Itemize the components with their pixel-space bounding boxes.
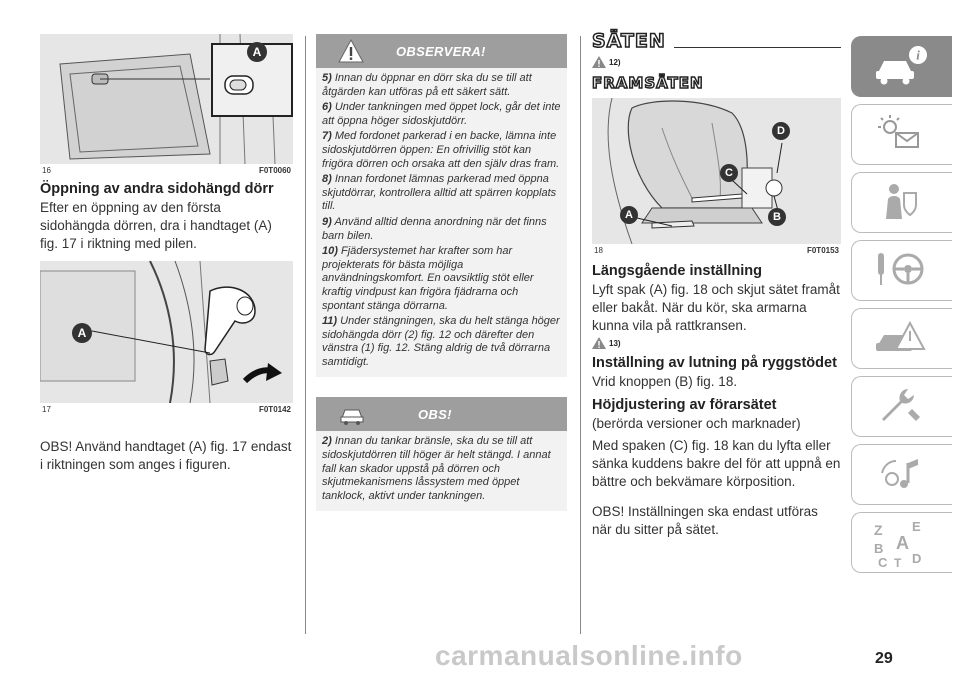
warning-small-icon bbox=[592, 337, 606, 349]
warning-item bbox=[322, 101, 561, 128]
warning-item-number: 5) bbox=[322, 72, 332, 84]
section-subtitle: (berörda versioner och marknader) bbox=[592, 416, 801, 431]
callout-a: A bbox=[620, 206, 638, 224]
svg-text:i: i bbox=[916, 47, 920, 63]
figure-number: 17 bbox=[42, 405, 51, 414]
figure-17-caption bbox=[40, 403, 293, 414]
index-letter: E bbox=[912, 519, 921, 534]
key-steering-icon bbox=[872, 247, 932, 293]
caution-list bbox=[316, 431, 567, 511]
section-title: Höjdjustering av förarsätet bbox=[592, 397, 777, 413]
column-divider bbox=[305, 36, 306, 634]
figure-code: F0T0153 bbox=[806, 246, 839, 255]
safety-icon bbox=[872, 179, 932, 225]
warning-item bbox=[322, 315, 561, 369]
warning-item-number: 7) bbox=[322, 130, 332, 143]
figure-18 bbox=[592, 98, 841, 244]
section-body: Med spaken (C) fig. 18 kan du lyfta eller sänka kuddens bakre del för att uppnå en bättre och bekvämare körposition. bbox=[592, 438, 841, 489]
ref-note bbox=[592, 337, 841, 349]
section-title: Längsgående inställning bbox=[592, 263, 762, 279]
tab-car-info[interactable] bbox=[851, 36, 952, 97]
section-title: Öppning av andra sidohängd dörr bbox=[40, 181, 274, 197]
figure-17 bbox=[40, 261, 293, 403]
section-body: Lyft spak (A) fig. 18 och skjut sätet framåt eller bakåt. När du kör, ska armarna kunna vila på rattkransen. bbox=[592, 282, 840, 333]
warning-item-text: Under stängningen, ska du helt stänga höger sidohängda dörr (2) fig. 12 och därefter den vänstra (1) fig. 12. Stäng aldrig de två dörrarna samtidigt. bbox=[322, 315, 560, 368]
index-letter: C bbox=[878, 555, 888, 569]
column-left bbox=[40, 34, 293, 480]
maintenance-icon bbox=[872, 383, 932, 429]
warning-item-number: 2) bbox=[322, 435, 332, 448]
warning-item-text: Med fordonet parkerad i en backe, lämna inte sidoskjutdörren öppen: En ofrivillig stöt kan frigöra dörren och orsaka att den själv dras fram. bbox=[322, 130, 560, 170]
warning-box bbox=[316, 34, 567, 377]
warning-item-number: 10) bbox=[322, 245, 338, 258]
index-icon bbox=[872, 519, 932, 569]
warning-item bbox=[322, 173, 561, 214]
warning-item bbox=[322, 216, 561, 243]
figure-code: F0T0142 bbox=[258, 405, 291, 414]
callout-d: D bbox=[772, 122, 790, 140]
warning-header bbox=[316, 34, 567, 68]
chapter-tabs bbox=[851, 36, 960, 580]
emergency-icon bbox=[872, 315, 932, 361]
car-info-icon bbox=[872, 43, 932, 89]
warning-title: OBSERVERA! bbox=[396, 44, 486, 59]
section-body: Efter en öppning av den första sidohängda dörren, dra i handtaget (A) fig. 17 i riktning med pilen. bbox=[40, 200, 272, 251]
multimedia-icon bbox=[872, 451, 932, 497]
index-letter: D bbox=[912, 551, 922, 566]
index-letter: Z bbox=[874, 522, 883, 538]
warning-item bbox=[322, 72, 561, 99]
tab-emergency[interactable] bbox=[851, 308, 952, 369]
watermark: carmanualsonline.info bbox=[435, 640, 743, 671]
callout-c: C bbox=[720, 164, 738, 182]
caution-box bbox=[316, 397, 567, 511]
obs-paragraph: OBS! Använd handtaget (A) fig. 17 endast i riktningen som anges i figuren. bbox=[40, 439, 292, 472]
main-title: SÄTEN bbox=[592, 30, 666, 52]
caution-title: OBS! bbox=[418, 407, 452, 423]
column-right bbox=[592, 30, 841, 545]
warning-item bbox=[322, 130, 561, 171]
ref-number: 13) bbox=[609, 338, 621, 348]
warning-item bbox=[322, 245, 561, 313]
warning-small-icon bbox=[592, 56, 606, 68]
caution-header bbox=[316, 397, 567, 431]
warning-item bbox=[322, 435, 561, 503]
obs-paragraph: OBS! Inställningen ska endast utföras när du sitter på sätet. bbox=[592, 504, 818, 537]
column-divider bbox=[580, 36, 581, 634]
tab-index[interactable] bbox=[851, 512, 952, 573]
page-number: 29 bbox=[875, 650, 893, 667]
tab-maintenance[interactable] bbox=[851, 376, 952, 437]
sub-title: FRAMSÄTEN bbox=[592, 74, 704, 92]
warning-item-number: 11) bbox=[322, 315, 338, 328]
warning-item-text: Innan du öppnar en dörr ska du se till att åtgärden kan utföras på ett säkert sätt. bbox=[322, 72, 532, 98]
callout-a: A bbox=[247, 42, 267, 62]
figure-16 bbox=[40, 34, 293, 164]
warning-item-text: Under tankningen med öppet lock, går det inte att öppna höger sidoskjutdörr. bbox=[322, 101, 561, 127]
figure-number: 18 bbox=[594, 246, 603, 255]
warning-item-number: 6) bbox=[322, 101, 332, 114]
callout-a: A bbox=[72, 323, 92, 343]
tab-starting-driving[interactable] bbox=[851, 240, 952, 301]
figure-16-caption bbox=[40, 164, 293, 175]
figure-code: F0T0060 bbox=[258, 166, 291, 175]
warning-lights-icon bbox=[872, 111, 932, 157]
warning-list bbox=[316, 68, 567, 377]
tab-warning-lights[interactable] bbox=[851, 104, 952, 165]
section-body: Vrid knoppen (B) fig. 18. bbox=[592, 374, 738, 389]
warning-item-number: 8) bbox=[322, 173, 332, 186]
column-middle bbox=[316, 34, 567, 511]
warning-item-text: Fjädersystemet har krafter som har projekterats för bästa möjliga användningskomfort. En oavsiktlig stöt eller kraftig vindpust kan frigöra fjädrarna och spontant stänga dörrarna. bbox=[322, 245, 534, 312]
warning-item-text: Innan du tankar bränsle, ska du se till att sidoskjutdörren till höger är helt stängd. I annat fall kan skador uppstå på dörren och skjutmekanismens låssystem med öppet tanklock, aktivt under tankningen. bbox=[322, 435, 551, 502]
tab-multimedia[interactable] bbox=[851, 444, 952, 505]
warning-item-number: 9) bbox=[322, 215, 332, 228]
ref-note bbox=[592, 56, 841, 68]
index-letter: A bbox=[896, 533, 909, 553]
car-damage-icon bbox=[338, 402, 366, 426]
figure-number: 16 bbox=[42, 166, 51, 175]
figure-18-caption bbox=[592, 244, 841, 255]
warning-item-text: Innan fordonet lämnas parkerad med öppna skjutdörrar, kontrollera alltid att spärren kopplats till. bbox=[322, 173, 557, 213]
section-title: Inställning av lutning på ryggstödet bbox=[592, 355, 837, 371]
tab-safety[interactable] bbox=[851, 172, 952, 233]
warning-triangle-icon bbox=[338, 39, 364, 63]
warning-item-text: Använd alltid denna anordning när det finns barn bilen. bbox=[322, 215, 547, 242]
index-letter: B bbox=[874, 541, 884, 556]
index-letter: T bbox=[894, 556, 902, 569]
main-heading bbox=[592, 30, 841, 52]
callout-b: B bbox=[768, 208, 786, 226]
ref-number: 12) bbox=[609, 57, 621, 67]
